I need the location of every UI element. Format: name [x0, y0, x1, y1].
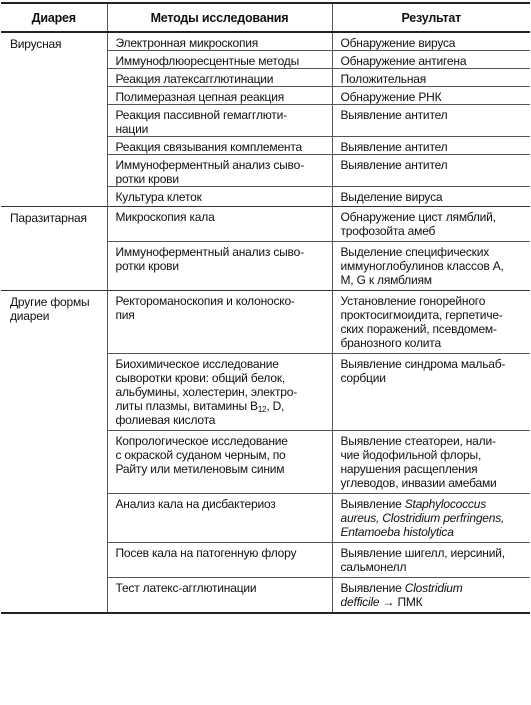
- diarrhea-type-cell: [1, 32, 107, 207]
- result-cell: [332, 137, 530, 155]
- result-line: сорбции: [340, 371, 386, 385]
- result-text: Выделение вируса: [340, 190, 443, 204]
- result-line: defficile: [340, 595, 380, 609]
- result-line: углеводов, инвазии амебами: [340, 476, 497, 490]
- result-cell: [332, 155, 530, 187]
- diarrhea-type: Вирусная: [10, 37, 62, 51]
- method-text: Полимеразная цепная реакция: [115, 90, 285, 104]
- result-cell: [332, 494, 530, 543]
- diarrhea-type-cell: [1, 207, 107, 291]
- result-line: сальмонелл: [340, 560, 407, 574]
- result-text: Выявление антител: [340, 108, 448, 122]
- header-methods: Методы исследования: [107, 3, 332, 32]
- method-text: Культура клеток: [115, 190, 202, 204]
- result-cell: [332, 51, 530, 69]
- method-text: Электронная микроскопия: [115, 36, 259, 50]
- result-cell: [332, 32, 530, 51]
- result-line: иммуноглобулинов классов А,: [340, 259, 504, 273]
- method-cell: [107, 69, 332, 87]
- method-line: фолиевая кислота: [115, 413, 216, 427]
- result-cell: [332, 87, 530, 105]
- method-line: литы плазмы, витамины $B_{12}$, D,: [115, 399, 285, 414]
- result-line: Установление гонорейного: [340, 294, 486, 308]
- result-text: Обнаружение РНК: [340, 90, 442, 104]
- result-text: Выявление антител: [340, 140, 448, 154]
- method-line: Реакция пассивной гемагглюти-: [115, 108, 287, 122]
- result-cell: [332, 187, 530, 207]
- result-line: Выделение специфических: [340, 245, 490, 259]
- result-cell: [332, 543, 530, 578]
- method-line: Копрологическое исследование: [115, 434, 288, 448]
- method-text: Посев кала на патогенную флору: [115, 546, 297, 560]
- result-line: Выявление: [340, 581, 402, 595]
- result-cell: [332, 578, 530, 614]
- method-cell: [107, 291, 332, 354]
- result-line: Entamoeba histolytica: [340, 525, 454, 539]
- method-line: Иммуноферментный анализ сыво-: [115, 245, 304, 259]
- result-line: Clostridium: [404, 581, 463, 595]
- method-text: Микроскопия кала: [115, 210, 215, 224]
- diarrhea-type-line: Другие формы: [10, 295, 90, 309]
- method-text: Реакция связывания комплемента: [115, 140, 302, 154]
- header-diarrhea: Диарея: [1, 3, 107, 32]
- result-cell: [332, 354, 530, 431]
- result-line: Выявление синдрома мальаб-: [340, 357, 506, 371]
- method-line: сыворотки крови: общий белок,: [115, 371, 286, 385]
- method-line: Райту или метиленовым синим: [115, 462, 285, 476]
- method-cell: [107, 207, 332, 242]
- method-cell: [107, 494, 332, 543]
- result-cell: [332, 291, 530, 354]
- method-cell: [107, 105, 332, 137]
- result-line: ских поражений, псевдомем-: [340, 322, 497, 336]
- method-cell: [107, 242, 332, 291]
- diagnostics-table: [1, 2, 530, 614]
- result-cell: [332, 69, 530, 87]
- result-line: Выявление стеатореи, нали-: [340, 434, 496, 448]
- result-cell: [332, 207, 530, 242]
- method-text: Тест латекс-агглютинации: [115, 581, 257, 595]
- result-line: чие йодофильной флоры,: [340, 448, 482, 462]
- method-text: Реакция латексагглютинации: [115, 72, 274, 86]
- method-cell: [107, 578, 332, 614]
- result-line: Выявление: [340, 497, 402, 511]
- result-line: aureus, Clostridium perfringens,: [340, 511, 505, 525]
- result-line: М, G к лямблиям: [340, 273, 432, 287]
- method-line: ротки крови: [115, 172, 179, 186]
- result-cell: [332, 431, 530, 494]
- result-text: Обнаружение антигена: [340, 54, 467, 68]
- method-cell: [107, 187, 332, 207]
- diarrhea-type-line: диареи: [10, 309, 50, 323]
- result-line: проктосигмоидита, герпетиче-: [340, 308, 503, 322]
- diarrhea-type-cell: [1, 291, 107, 614]
- result-cell: [332, 105, 530, 137]
- method-line: нации: [115, 122, 149, 136]
- result-line: трофозойта амеб: [340, 224, 436, 238]
- diarrhea-type: Паразитарная: [10, 211, 87, 225]
- table-header-row: [1, 3, 530, 32]
- method-text: Иммунофлюоресцентные методы: [115, 54, 300, 68]
- result-cell: [332, 242, 530, 291]
- method-cell: [107, 32, 332, 51]
- result-text: Выявление антител: [340, 158, 448, 172]
- result-text: Положительная: [340, 72, 427, 86]
- result-line: бранозного колита: [340, 336, 441, 350]
- result-text: Обнаружение вируса: [340, 36, 456, 50]
- method-text: Анализ кала на дисбактериоз: [115, 497, 276, 511]
- method-cell: [107, 155, 332, 187]
- method-cell: [107, 543, 332, 578]
- table-row: [1, 291, 530, 354]
- method-line: пия: [115, 308, 135, 322]
- method-cell: [107, 51, 332, 69]
- method-line: ротки крови: [115, 259, 179, 273]
- method-cell: [107, 354, 332, 431]
- table-row: [1, 207, 530, 242]
- method-line: Иммуноферментный анализ сыво-: [115, 158, 304, 172]
- result-line: Выявление шигелл, иерсиний,: [340, 546, 505, 560]
- group-parasitic: [1, 207, 530, 291]
- group-viral: [1, 32, 530, 207]
- method-cell: [107, 431, 332, 494]
- result-line: → ПМК: [382, 595, 423, 609]
- result-line: Обнаружение цист лямблий,: [340, 210, 496, 224]
- result-line: нарушения расщепления: [340, 462, 478, 476]
- result-line: Staphylococcus: [404, 497, 486, 511]
- method-line: с окраской суданом черным, по: [115, 448, 286, 462]
- method-line: Ректороманоскопия и колоноско-: [115, 294, 295, 308]
- method-cell: [107, 137, 332, 155]
- group-other: [1, 291, 530, 614]
- method-line: Биохимическое исследование: [115, 357, 279, 371]
- method-cell: [107, 87, 332, 105]
- table-row: [1, 32, 530, 51]
- header-result: Результат: [332, 3, 530, 32]
- method-line: альбумины, холестерин, электро-: [115, 385, 297, 399]
